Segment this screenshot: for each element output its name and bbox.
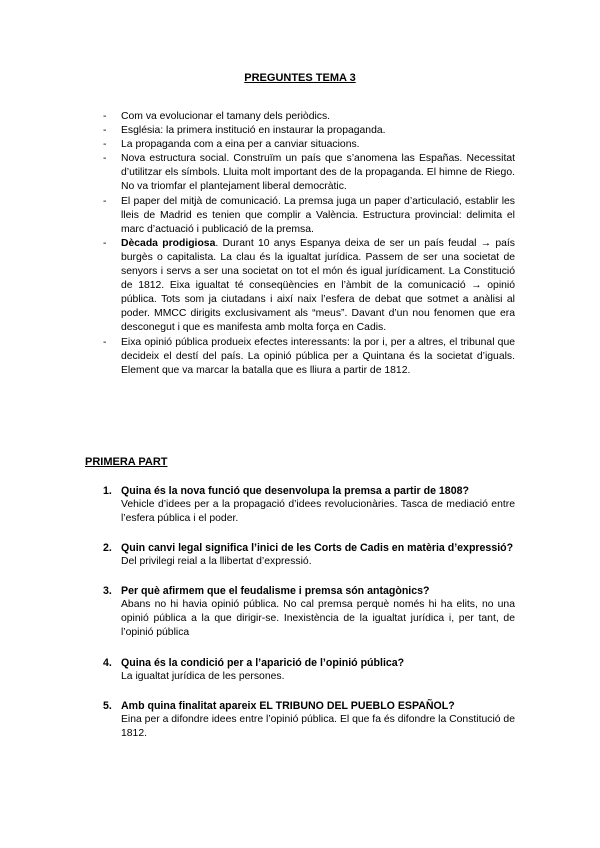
bullet-text: El paper del mitjà de comunicació. La premsa juga un paper d’articulació, establir les lleis de Madrid es tenien que complir a València. Estructura provincial: delimita el marc d’actuació i publicació de la premsa.	[121, 195, 515, 235]
list-item	[103, 124, 515, 138]
bullet-text: . Durant 10 anys Espanya deixa de ser un país feudal → país burgès o capitalista. La clau és la igualtat jurídica. Passem de ser una societat de senyors i servs a ser una societat on tot el món és igual jurídicament. La Constitució de 1812. Eixa igualtat té conseqüències en l’àmbit de la comunicació → opinió pública. Tots som ja ciutadans i així naix l’esfera de debat que sotmet a anàlisi al poder. MMCC dirigits exclusivament als “meus”. Davant d’un nou fenomen que era desconegut i que es manifesta amb molta força en Cadis.	[121, 237, 516, 334]
question-text: Amb quina finalitat apareix EL TRIBUNO DEL PUEBLO ESPAÑOL?	[121, 700, 455, 712]
list-item	[103, 138, 515, 152]
list-item	[103, 110, 515, 124]
question-number: 2.	[103, 542, 112, 554]
question-number: 5.	[103, 700, 112, 712]
list-item	[103, 336, 515, 378]
question-number: 4.	[103, 657, 112, 669]
bullet-dash: -	[103, 139, 107, 151]
bullet-dash: -	[103, 111, 107, 122]
bullet-dash: -	[103, 237, 107, 249]
notes-list	[103, 110, 515, 378]
page-title: PREGUNTES TEMA 3	[244, 72, 356, 84]
list-item	[103, 152, 515, 194]
question-text: Quina és la nova funció que desenvolupa la premsa a partir de 1808?	[121, 485, 469, 497]
question-text: Quina és la condició per a l’aparició de l’opinió pública?	[121, 657, 405, 669]
answer-text: Vehicle d’idees per a la propagació d’idees revolucionàries. Tasca de mediació entre l’esfera pública i el poder.	[121, 499, 515, 524]
bullet-bold-term: Dècada prodigiosa	[121, 237, 216, 249]
question-number: 3.	[103, 585, 112, 597]
question-item	[103, 484, 515, 526]
bullet-dash: -	[103, 195, 107, 207]
bullet-text: Com va evolucionar el tamany dels periòdics.	[121, 111, 331, 122]
question-item	[103, 541, 515, 569]
bullet-text: Eixa opinió pública produeix efectes interessants: la por i, per a altres, el tribunal que decideix el destí del país. La opinió pública per a Quintana és la societat d’iguals. Element que va marcar la batalla que es lliura a partir de 1812.	[121, 336, 515, 376]
questions-list	[103, 484, 515, 756]
question-text: Quin canvi legal significa l’inici de les Corts de Cadis en matèria d’expressió?	[121, 542, 514, 554]
bullet-dash: -	[103, 125, 107, 137]
question-item	[103, 699, 515, 741]
answer-text: Del privilegi reial a la llibertat d’expressió.	[121, 556, 312, 567]
section-heading: PRIMERA PART	[85, 456, 168, 468]
answer-text: Eina per a difondre idees entre l’opinió pública. El que fa és difondre la Constitució de 1812.	[121, 714, 515, 739]
bullet-text: Església: la primera institució en instaurar la propaganda.	[121, 125, 386, 137]
question-item	[103, 584, 515, 640]
question-item	[103, 656, 515, 684]
answer-text: La igualtat jurídica de les persones.	[121, 671, 285, 682]
bullet-text: La propaganda com a eina per a canviar situacions.	[121, 139, 360, 151]
list-item	[103, 237, 515, 336]
list-item	[103, 195, 515, 237]
answer-text: Abans no hi havia opinió pública. No cal premsa perquè només hi ha elits, no una opinió pública a la que dirigir-se. Inexistència de la igualtat jurídica i, per tant, de l’opinió pública	[121, 599, 515, 638]
question-text: Per què afirmem que el feudalisme i premsa són antagònics?	[121, 585, 430, 597]
bullet-text: Nova estructura social. Construïm un país que s’anomena las Españas. Necessitat d’utilitzar els símbols. Lluita molt important des de la propaganda. El himne de Riego. No va triomfar el plantejament liberal democràtic.	[121, 153, 515, 193]
bullet-dash: -	[103, 153, 107, 165]
bullet-dash: -	[103, 336, 107, 348]
question-number: 1.	[103, 485, 112, 497]
